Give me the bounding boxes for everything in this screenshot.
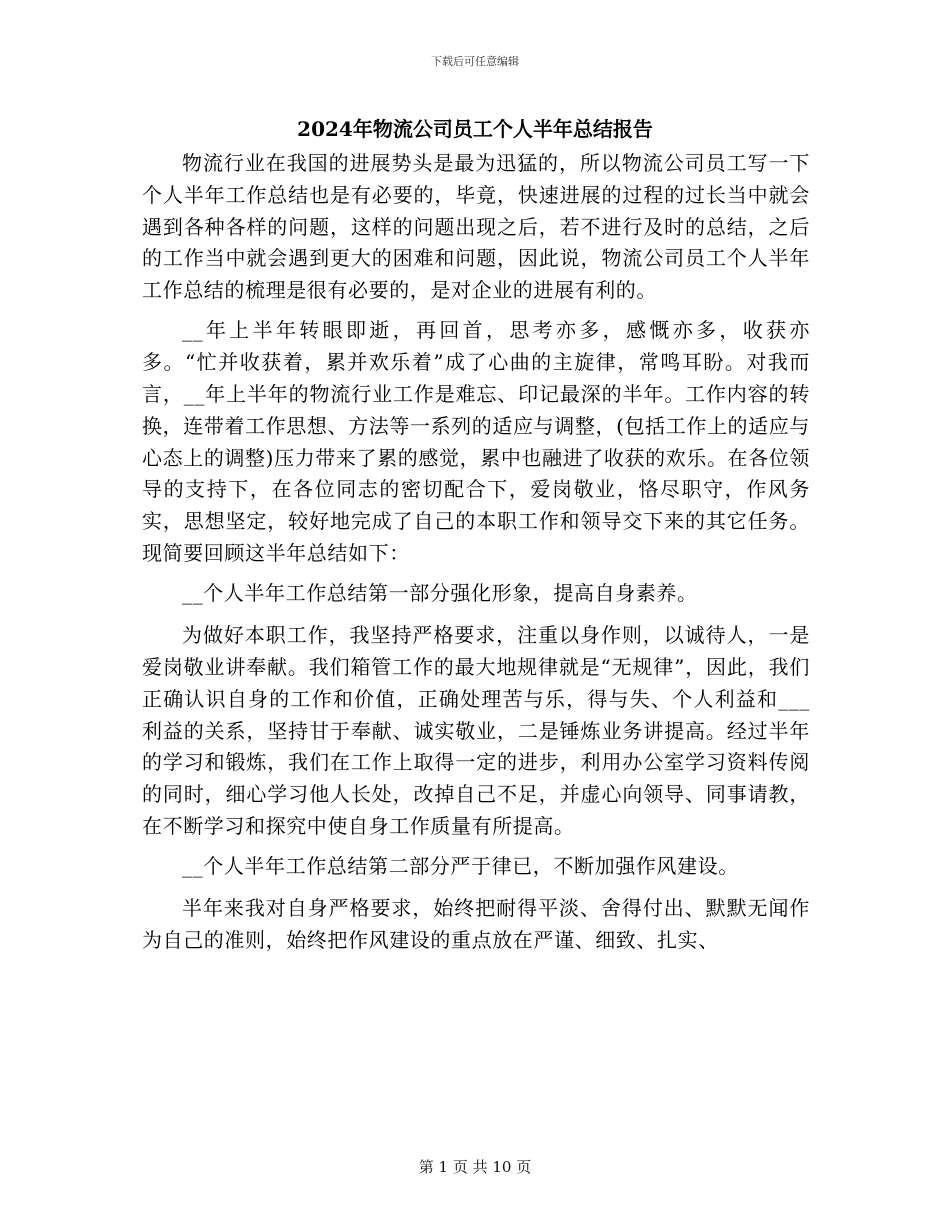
document-title: 2024年物流公司员工个人半年总结报告: [297, 117, 653, 141]
paragraph-part-two: 半年来我对自身严格要求，始终把耐得平淡、舍得付出、默默无闻作为自己的准则，始终把作风建设的重点放在严谨、细致、扎实、: [142, 896, 810, 952]
page-number-footer: 第 1 页 共 10 页: [418, 1158, 532, 1176]
paragraph-review: __年上半年转眼即逝，再回首，思考亦多，感慨亦多，收获亦多。“忙并收获着，累并欢乐着”成了心曲的主旋律，常鸣耳盼。对我而言，__年上半年的物流行业工作是难忘、印记最深的半年。工作内容的转换，连带着工作思想、方法等一系列的适应与调整，(包括工作上的适应与心态上的调整)压力带来了累的感觉，累中也融进了收获的欢乐。在各位领导的支持下，在各位同志的密切配合下，爱岗敬业，恪尽职守，作风务实，思想坚定，较好地完成了自己的本职工作和领导交下来的其它任务。现简要回顾这半年总结如下：: [142, 318, 810, 566]
page-header-note: 下载后可任意编辑: [431, 55, 519, 68]
section-heading-part-two: __个人半年工作总结第二部分严于律已，不断加强作风建设。: [182, 854, 739, 879]
document-body: [142, 148, 810, 965]
paragraph-intro: 物流行业在我国的进展势头是最为迅猛的，所以物流公司员工写一下个人半年工作总结也是有必要的，毕竟，快速进展的过程的过长当中就会遇到各种各样的问题，这样的问题出现之后，若不进行及时的总结，之后的工作当中就会遇到更大的困难和问题，因此说，物流公司员工个人半年工作总结的梳理是很有必要的，是对企业的进展有利的。: [142, 151, 810, 303]
section-heading-part-one: __个人半年工作总结第一部分强化形象，提高自身素养。: [182, 581, 698, 606]
paragraph-part-one: 为做好本职工作，我坚持严格要求，注重以身作则，以诚待人，一是爱岗敬业讲奉献。我们箱管工作的最大地规律就是“无规律”，因此，我们正确认识自身的工作和价值，正确处理苦与乐，得与失、个人利益和___利益的关系，坚持甘于奉献、诚实敬业，二是锤炼业务讲提高。经过半年的学习和锻炼，我们在工作上取得一定的进步，利用办公室学习资料传阅的同时，细心学习他人长处，改掉自己不足，并虚心向领导、同事请教，在不断学习和探究中使自身工作质量有所提高。: [142, 623, 810, 838]
